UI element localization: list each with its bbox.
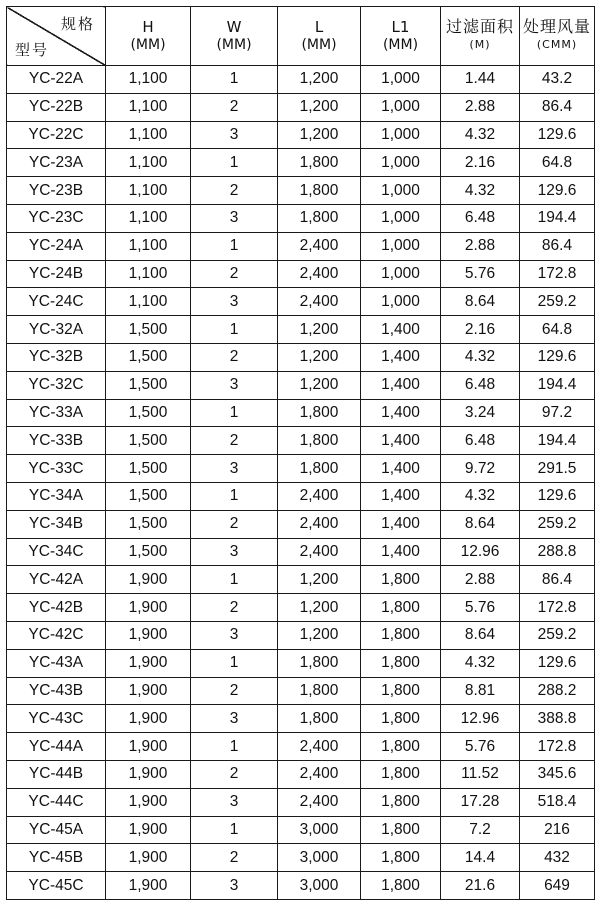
l-cell: 1,200 (278, 371, 361, 399)
w-cell: 2 (191, 760, 278, 788)
l-cell: 1,800 (278, 455, 361, 483)
col-header-l (278, 7, 361, 66)
air-volume-cell: 194.4 (520, 371, 595, 399)
air-volume-cell: 64.8 (520, 149, 595, 177)
table-row (7, 93, 595, 121)
filter-area-cell: 6.48 (441, 427, 520, 455)
filter-area-cell: 2.88 (441, 232, 520, 260)
l1-cell: 1,400 (361, 427, 441, 455)
air-volume-cell: 86.4 (520, 93, 595, 121)
filter-area-cell: 12.96 (441, 538, 520, 566)
h-cell: 1,900 (106, 788, 191, 816)
h-cell: 1,100 (106, 149, 191, 177)
air-volume-cell: 172.8 (520, 260, 595, 288)
l-cell: 3,000 (278, 844, 361, 872)
table-row (7, 594, 595, 622)
model-cell: YC-43C (7, 705, 106, 733)
l-cell: 1,800 (278, 427, 361, 455)
model-cell: YC-33C (7, 455, 106, 483)
l-cell: 1,800 (278, 649, 361, 677)
model-cell: YC-24A (7, 232, 106, 260)
filter-area-cell: 11.52 (441, 760, 520, 788)
filter-area-cell: 6.48 (441, 371, 520, 399)
table-row (7, 733, 595, 761)
w-cell: 1 (191, 566, 278, 594)
table-row (7, 760, 595, 788)
h-cell: 1,500 (106, 510, 191, 538)
l1-cell: 1,000 (361, 232, 441, 260)
model-cell: YC-43B (7, 677, 106, 705)
model-cell: YC-32B (7, 343, 106, 371)
col-header-unit: (MM) (382, 37, 419, 53)
filter-area-cell: 8.64 (441, 621, 520, 649)
model-cell: YC-34B (7, 510, 106, 538)
air-volume-cell: 172.8 (520, 733, 595, 761)
air-volume-cell: 129.6 (520, 649, 595, 677)
filter-area-cell: 2.88 (441, 566, 520, 594)
l1-cell: 1,000 (361, 93, 441, 121)
l-cell: 1,200 (278, 594, 361, 622)
w-cell: 2 (191, 594, 278, 622)
w-cell: 1 (191, 733, 278, 761)
h-cell: 1,900 (106, 872, 191, 900)
l-cell: 2,400 (278, 232, 361, 260)
filter-area-cell: 14.4 (441, 844, 520, 872)
h-cell: 1,900 (106, 594, 191, 622)
h-cell: 1,100 (106, 66, 191, 94)
model-cell: YC-23B (7, 177, 106, 205)
model-cell: YC-42C (7, 621, 106, 649)
filter-area-cell: 8.64 (441, 288, 520, 316)
l-cell: 2,400 (278, 482, 361, 510)
l-cell: 1,200 (278, 66, 361, 94)
air-volume-cell: 129.6 (520, 343, 595, 371)
w-cell: 1 (191, 149, 278, 177)
h-cell: 1,100 (106, 204, 191, 232)
w-cell: 3 (191, 872, 278, 900)
table-row (7, 177, 595, 205)
filter-area-cell: 21.6 (441, 872, 520, 900)
l1-cell: 1,800 (361, 733, 441, 761)
model-cell: YC-42A (7, 566, 106, 594)
filter-area-cell: 12.96 (441, 705, 520, 733)
spec-table (6, 6, 595, 900)
l-cell: 1,800 (278, 149, 361, 177)
l1-cell: 1,400 (361, 399, 441, 427)
table-body (7, 66, 595, 900)
l1-cell: 1,400 (361, 455, 441, 483)
w-cell: 1 (191, 232, 278, 260)
h-cell: 1,900 (106, 705, 191, 733)
air-volume-cell: 518.4 (520, 788, 595, 816)
col-header-l1 (361, 7, 441, 66)
corner-model-label: 型号 (15, 41, 50, 59)
air-volume-cell: 432 (520, 844, 595, 872)
l1-cell: 1,000 (361, 149, 441, 177)
w-cell: 2 (191, 427, 278, 455)
air-volume-cell: 129.6 (520, 121, 595, 149)
w-cell: 1 (191, 816, 278, 844)
w-cell: 2 (191, 510, 278, 538)
w-cell: 3 (191, 538, 278, 566)
h-cell: 1,500 (106, 316, 191, 344)
filter-area-cell: 3.24 (441, 399, 520, 427)
table-row (7, 343, 595, 371)
w-cell: 3 (191, 705, 278, 733)
h-cell: 1,900 (106, 566, 191, 594)
l1-cell: 1,400 (361, 371, 441, 399)
air-volume-cell: 43.2 (520, 66, 595, 94)
table-row (7, 399, 595, 427)
l1-cell: 1,000 (361, 204, 441, 232)
filter-area-cell: 5.76 (441, 733, 520, 761)
filter-area-cell: 4.32 (441, 649, 520, 677)
header-row (7, 7, 595, 66)
col-header-label: 过滤面积 (445, 17, 514, 36)
l1-cell: 1,400 (361, 510, 441, 538)
table-row (7, 149, 595, 177)
filter-area-cell: 9.72 (441, 455, 520, 483)
w-cell: 1 (191, 399, 278, 427)
l-cell: 2,400 (278, 788, 361, 816)
air-volume-cell: 194.4 (520, 204, 595, 232)
filter-area-cell: 2.16 (441, 316, 520, 344)
table-row (7, 482, 595, 510)
model-cell: YC-44B (7, 760, 106, 788)
h-cell: 1,500 (106, 482, 191, 510)
model-cell: YC-22C (7, 121, 106, 149)
h-cell: 1,500 (106, 371, 191, 399)
table-row (7, 121, 595, 149)
table-row (7, 872, 595, 900)
table-row (7, 455, 595, 483)
col-header-unit: (M) (469, 38, 491, 51)
h-cell: 1,900 (106, 760, 191, 788)
table-row (7, 510, 595, 538)
h-cell: 1,100 (106, 232, 191, 260)
table-row (7, 66, 595, 94)
l-cell: 3,000 (278, 816, 361, 844)
l-cell: 1,200 (278, 566, 361, 594)
l1-cell: 1,800 (361, 705, 441, 733)
l-cell: 1,200 (278, 121, 361, 149)
table-row (7, 204, 595, 232)
table-row (7, 232, 595, 260)
table-row (7, 427, 595, 455)
l1-cell: 1,000 (361, 177, 441, 205)
filter-area-cell: 6.48 (441, 204, 520, 232)
table-row (7, 288, 595, 316)
w-cell: 1 (191, 66, 278, 94)
table-row (7, 538, 595, 566)
air-volume-cell: 129.6 (520, 482, 595, 510)
filter-area-cell: 4.32 (441, 121, 520, 149)
w-cell: 3 (191, 121, 278, 149)
filter-area-cell: 8.64 (441, 510, 520, 538)
air-volume-cell: 288.2 (520, 677, 595, 705)
table-row (7, 677, 595, 705)
table-row (7, 788, 595, 816)
air-volume-cell: 388.8 (520, 705, 595, 733)
filter-area-cell: 7.2 (441, 816, 520, 844)
filter-area-cell: 2.16 (441, 149, 520, 177)
table-row (7, 371, 595, 399)
model-cell: YC-45A (7, 816, 106, 844)
col-header-label: H (142, 18, 154, 36)
w-cell: 3 (191, 455, 278, 483)
col-header-label: L (314, 18, 324, 36)
air-volume-cell: 172.8 (520, 594, 595, 622)
l-cell: 1,200 (278, 343, 361, 371)
filter-area-cell: 4.32 (441, 482, 520, 510)
model-cell: YC-45B (7, 844, 106, 872)
col-header-w (191, 7, 278, 66)
w-cell: 3 (191, 371, 278, 399)
air-volume-cell: 345.6 (520, 760, 595, 788)
l-cell: 2,400 (278, 733, 361, 761)
l1-cell: 1,400 (361, 482, 441, 510)
l1-cell: 1,800 (361, 594, 441, 622)
l1-cell: 1,800 (361, 621, 441, 649)
w-cell: 2 (191, 343, 278, 371)
w-cell: 1 (191, 649, 278, 677)
l-cell: 1,800 (278, 177, 361, 205)
air-volume-cell: 259.2 (520, 288, 595, 316)
model-cell: YC-44C (7, 788, 106, 816)
l-cell: 1,200 (278, 316, 361, 344)
l-cell: 2,400 (278, 288, 361, 316)
l1-cell: 1,400 (361, 538, 441, 566)
l1-cell: 1,400 (361, 343, 441, 371)
h-cell: 1,900 (106, 844, 191, 872)
table-row (7, 649, 595, 677)
model-cell: YC-45C (7, 872, 106, 900)
h-cell: 1,900 (106, 816, 191, 844)
l-cell: 3,000 (278, 872, 361, 900)
l-cell: 2,400 (278, 510, 361, 538)
l1-cell: 1,800 (361, 788, 441, 816)
w-cell: 1 (191, 316, 278, 344)
h-cell: 1,900 (106, 733, 191, 761)
model-cell: YC-22A (7, 66, 106, 94)
air-volume-cell: 259.2 (520, 510, 595, 538)
h-cell: 1,500 (106, 343, 191, 371)
h-cell: 1,100 (106, 121, 191, 149)
w-cell: 2 (191, 260, 278, 288)
model-cell: YC-33B (7, 427, 106, 455)
l1-cell: 1,000 (361, 260, 441, 288)
filter-area-cell: 8.81 (441, 677, 520, 705)
model-cell: YC-34A (7, 482, 106, 510)
h-cell: 1,100 (106, 288, 191, 316)
l1-cell: 1,800 (361, 677, 441, 705)
l1-cell: 1,000 (361, 121, 441, 149)
w-cell: 3 (191, 204, 278, 232)
air-volume-cell: 64.8 (520, 316, 595, 344)
table-row (7, 816, 595, 844)
air-volume-cell: 649 (520, 872, 595, 900)
l1-cell: 1,800 (361, 760, 441, 788)
w-cell: 1 (191, 482, 278, 510)
model-cell: YC-42B (7, 594, 106, 622)
model-cell: YC-22B (7, 93, 106, 121)
l1-cell: 1,800 (361, 844, 441, 872)
h-cell: 1,100 (106, 260, 191, 288)
air-volume-cell: 97.2 (520, 399, 595, 427)
w-cell: 2 (191, 677, 278, 705)
air-volume-cell: 86.4 (520, 566, 595, 594)
col-header-filter-area (441, 7, 520, 66)
filter-area-cell: 2.88 (441, 93, 520, 121)
l-cell: 1,200 (278, 621, 361, 649)
l-cell: 1,800 (278, 204, 361, 232)
l-cell: 1,200 (278, 93, 361, 121)
col-header-unit: (MM) (301, 37, 337, 53)
model-cell: YC-23C (7, 204, 106, 232)
table-row (7, 316, 595, 344)
filter-area-cell: 5.76 (441, 260, 520, 288)
l1-cell: 1,800 (361, 566, 441, 594)
h-cell: 1,900 (106, 677, 191, 705)
table-row (7, 844, 595, 872)
col-header-h (106, 7, 191, 66)
l1-cell: 1,000 (361, 66, 441, 94)
filter-area-cell: 5.76 (441, 594, 520, 622)
h-cell: 1,100 (106, 93, 191, 121)
model-cell: YC-43A (7, 649, 106, 677)
air-volume-cell: 288.8 (520, 538, 595, 566)
filter-area-cell: 4.32 (441, 343, 520, 371)
col-header-label: 处理风量 (522, 17, 591, 36)
h-cell: 1,500 (106, 455, 191, 483)
h-cell: 1,100 (106, 177, 191, 205)
h-cell: 1,900 (106, 621, 191, 649)
table-row (7, 621, 595, 649)
table-row (7, 705, 595, 733)
col-header-unit: (MM) (216, 37, 252, 53)
w-cell: 2 (191, 177, 278, 205)
w-cell: 2 (191, 93, 278, 121)
air-volume-cell: 216 (520, 816, 595, 844)
h-cell: 1,500 (106, 538, 191, 566)
col-header-unit: (CMM) (536, 38, 578, 51)
l-cell: 1,800 (278, 399, 361, 427)
model-cell: YC-32C (7, 371, 106, 399)
l-cell: 1,800 (278, 705, 361, 733)
air-volume-cell: 194.4 (520, 427, 595, 455)
w-cell: 3 (191, 621, 278, 649)
l-cell: 2,400 (278, 538, 361, 566)
col-header-air-volume (520, 7, 595, 66)
table-header (7, 7, 595, 66)
model-cell: YC-24B (7, 260, 106, 288)
table-row (7, 260, 595, 288)
model-cell: YC-23A (7, 149, 106, 177)
l1-cell: 1,800 (361, 816, 441, 844)
l1-cell: 1,400 (361, 316, 441, 344)
w-cell: 2 (191, 844, 278, 872)
model-cell: YC-44A (7, 733, 106, 761)
l-cell: 2,400 (278, 260, 361, 288)
table-row (7, 566, 595, 594)
col-header-label: L1 (391, 18, 410, 36)
air-volume-cell: 86.4 (520, 232, 595, 260)
filter-area-cell: 17.28 (441, 788, 520, 816)
corner-header-cell (7, 7, 106, 66)
model-cell: YC-34C (7, 538, 106, 566)
h-cell: 1,500 (106, 399, 191, 427)
air-volume-cell: 291.5 (520, 455, 595, 483)
model-cell: YC-24C (7, 288, 106, 316)
air-volume-cell: 129.6 (520, 177, 595, 205)
l-cell: 1,800 (278, 677, 361, 705)
col-header-unit: (MM) (130, 37, 166, 53)
l1-cell: 1,800 (361, 649, 441, 677)
filter-area-cell: 1.44 (441, 66, 520, 94)
air-volume-cell: 259.2 (520, 621, 595, 649)
model-cell: YC-32A (7, 316, 106, 344)
l1-cell: 1,000 (361, 288, 441, 316)
filter-area-cell: 4.32 (441, 177, 520, 205)
corner-spec-label: 规格 (60, 15, 95, 33)
h-cell: 1,500 (106, 427, 191, 455)
l-cell: 2,400 (278, 760, 361, 788)
w-cell: 3 (191, 788, 278, 816)
model-cell: YC-33A (7, 399, 106, 427)
l1-cell: 1,800 (361, 872, 441, 900)
col-header-label: W (226, 18, 242, 36)
h-cell: 1,900 (106, 649, 191, 677)
w-cell: 3 (191, 288, 278, 316)
